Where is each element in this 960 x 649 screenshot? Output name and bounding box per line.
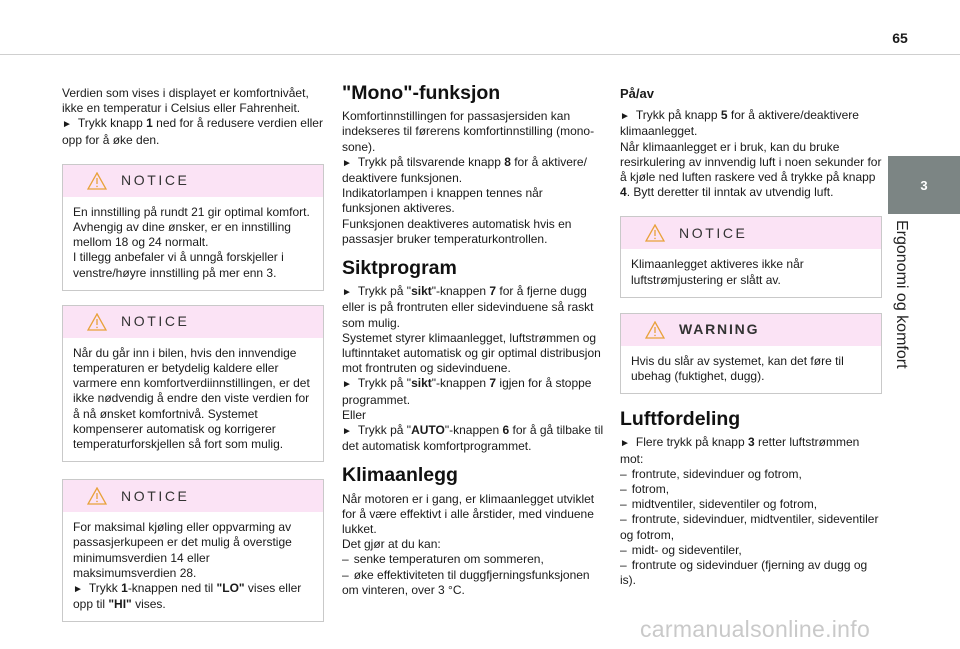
instruction: ► Trykk på knapp 5 for å aktivere/deaktivere klimaanlegget. bbox=[620, 108, 882, 139]
notice-title: NOTICE bbox=[121, 172, 190, 189]
section-tab[interactable] bbox=[888, 156, 960, 214]
warning-box bbox=[620, 313, 882, 394]
notice-header bbox=[63, 165, 323, 197]
notice-box-temperature bbox=[62, 305, 324, 462]
notice-title: NOTICE bbox=[679, 224, 748, 241]
paragraph: Systemet styrer klimaanlegget, luftstrømmen og luftinntaket automatisk og gir optimal distribusjon mot frontruten og sidevinduene. bbox=[342, 330, 601, 376]
instruction: ► Trykk på tilsvarende knapp 8 for å aktivere/ deaktivere funksjonen. bbox=[342, 155, 604, 186]
header-rule bbox=[0, 54, 960, 55]
column-right bbox=[620, 86, 882, 588]
list-item: – midt- og sideventiler, bbox=[620, 543, 882, 558]
warning-header bbox=[621, 314, 881, 346]
notice-body bbox=[63, 338, 323, 461]
notice-text: For maksimal kjøling eller oppvarming av passasjerkupeen er det mulig å overstige minimumsverdien 14 eller maksimumsverdien 28. bbox=[73, 520, 292, 580]
notice-title: NOTICE bbox=[121, 313, 190, 330]
paragraph: Funksjonen deaktiveres automatisk hvis en passasjer bruker temperaturkontrollen. bbox=[342, 216, 572, 246]
paragraph: Når motoren er i gang, er klimaanlegget utviklet for å være effektivt i alle årstider, med vinduene lukket. bbox=[342, 491, 595, 537]
column-middle bbox=[342, 82, 604, 598]
notice-box-aircon bbox=[620, 216, 882, 297]
warning-triangle-icon bbox=[645, 224, 665, 242]
section-heading-paav: På/av bbox=[620, 86, 654, 101]
section-heading-mono: "Mono"-funksjon bbox=[342, 82, 501, 104]
page-number: 65 bbox=[892, 30, 908, 46]
list-item: – senke temperaturen om sommeren, bbox=[342, 552, 604, 567]
list-item: – fotrom, bbox=[620, 482, 882, 497]
notice-instruction: ► Trykk 1-knappen ned til "LO" vises eller opp til "HI" vises. bbox=[73, 581, 313, 612]
notice-text: I tillegg anbefaler vi å unngå forskjeller i venstre/høyre innstilling på mer enn 3. bbox=[73, 250, 284, 280]
list-item: – midtventiler, sideventiler og fotrom, bbox=[620, 497, 882, 512]
list-item: – frontrute, sidevinduer, midtventiler, sideventiler og fotrom, bbox=[620, 512, 882, 542]
notice-body bbox=[621, 249, 881, 296]
section-heading-klimaanlegg: Klimaanlegg bbox=[342, 464, 458, 487]
notice-text: Når du går inn i bilen, hvis den innvendige temperaturen er betydelig kaldere eller varmere enn komfortverdiinnstillingen, er det ikke nødvendig å endre den viste verdien for å nå ønsket komfortnivå. Systemet kompenserer automatisk og korrigerer temperaturforskjellen så fort som mulig. bbox=[73, 345, 310, 452]
notice-body bbox=[63, 197, 323, 290]
warning-body bbox=[621, 346, 881, 393]
section-heading-luftfordeling: Luftfordeling bbox=[620, 408, 741, 431]
list-item: – frontrute og sidevinduer (fjerning av dugg og is). bbox=[620, 558, 882, 588]
paragraph: Det gjør at du kan: bbox=[342, 537, 441, 552]
warning-title: WARNING bbox=[679, 321, 760, 338]
section-tab-number: 3 bbox=[920, 177, 928, 193]
warning-triangle-icon bbox=[87, 313, 107, 331]
notice-title: NOTICE bbox=[121, 487, 190, 504]
instruction: ► Trykk på "sikt"-knappen 7 for å fjerne dugg eller is på frontruten eller sidevinduene så raskt som mulig. bbox=[342, 284, 604, 331]
notice-header bbox=[63, 480, 323, 512]
notice-text: Klimaanlegget aktiveres ikke når luftstrømjustering er slått av. bbox=[631, 257, 804, 287]
intro-paragraph: Verdien som vises i displayet er komfortnivået, ikke en temperatur i Celsius eller Fahrenheit. bbox=[62, 86, 309, 116]
column-left bbox=[62, 86, 324, 622]
notice-box-minmax bbox=[62, 479, 324, 622]
section-caption-text: Ergonomi og komfort bbox=[893, 220, 910, 369]
warning-triangle-icon bbox=[87, 487, 107, 505]
warning-triangle-icon bbox=[645, 321, 665, 339]
section-heading-siktprogram: Siktprogram bbox=[342, 257, 457, 280]
notice-header bbox=[63, 306, 323, 338]
instruction: ► Trykk på "sikt"-knappen 7 igjen for å stoppe programmet. bbox=[342, 376, 604, 407]
paragraph: Eller bbox=[342, 407, 367, 422]
paragraph: Komfortinnstillingen for passasjersiden kan indekseres til førerens komfortinnstilling (mono-sone). bbox=[342, 109, 595, 154]
section-caption bbox=[885, 220, 919, 380]
watermark: carmanualsonline.info bbox=[640, 616, 871, 642]
paragraph: Når klimaanlegget er i bruk, kan du bruke resirkulering av innvendig luft i noen sekunder for å kjøle ned luften raskere ved å trykke på knapp 4. Bytt deretter til inntak av utvendig luft. bbox=[620, 139, 882, 200]
instruction: ► Trykk på "AUTO"-knappen 6 for å gå tilbake til det automatisk komfortprogrammet. bbox=[342, 423, 604, 454]
list-item: – øke effektiviteten til duggfjerningsfunksjonen om vinteren, over 3 °C. bbox=[342, 568, 604, 598]
notice-text: En innstilling på rundt 21 gir optimal komfort. Avhengig av dine ønsker, er en innstilling mellom 18 og 24 normalt. bbox=[73, 204, 310, 250]
instruction: ► Flere trykk på knapp 3 retter luftstrømmen mot: bbox=[620, 435, 882, 466]
warning-triangle-icon bbox=[87, 172, 107, 190]
paragraph: Indikatorlampen i knappen tennes når funksjonen aktiveres. bbox=[342, 186, 543, 216]
notice-body bbox=[63, 512, 323, 621]
intro-instruction: ► Trykk knapp 1 ned for å redusere verdien eller opp for å øke den. bbox=[62, 116, 324, 147]
notice-header bbox=[621, 217, 881, 249]
list-item: – frontrute, sidevinduer og fotrom, bbox=[620, 467, 882, 482]
notice-box-comfort bbox=[62, 164, 324, 291]
warning-text: Hvis du slår av systemet, kan det føre til ubehag (fuktighet, dugg). bbox=[631, 353, 844, 384]
